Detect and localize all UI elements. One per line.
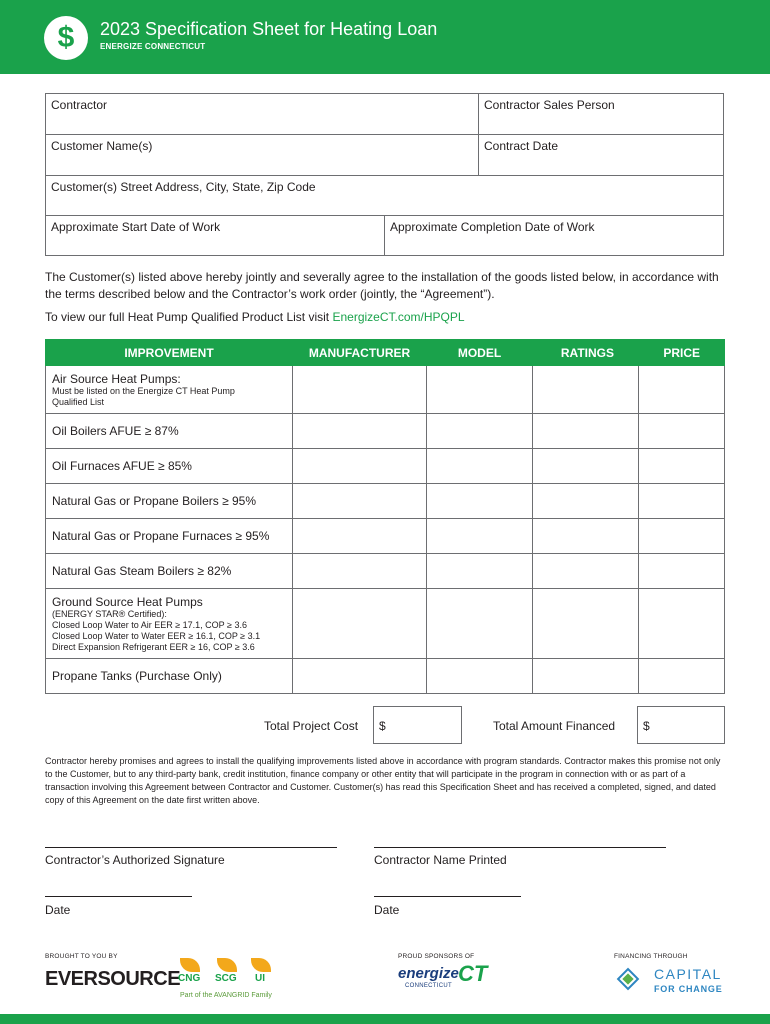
improvement-sublabel: Closed Loop Water to Air EER ≥ 17.1, COP ≥ 3.6	[52, 619, 247, 630]
date-line-left[interactable]	[45, 896, 192, 897]
sponsors-label: PROUD SPONSORS OF	[398, 953, 475, 960]
price-cell[interactable]	[639, 659, 725, 694]
energize-ct-mark: CT	[458, 961, 488, 986]
improvements-table	[45, 339, 725, 694]
table-row	[46, 449, 725, 484]
manufacturer-cell[interactable]	[293, 589, 427, 659]
model-cell[interactable]	[427, 366, 533, 414]
avangrid-label: Part of the AVANGRID Family	[180, 992, 272, 999]
qpl-link[interactable]: EnergizeCT.com/HPQPL	[332, 310, 465, 324]
improvement-label: Oil Boilers AFUE ≥ 87%	[52, 424, 179, 438]
model-cell[interactable]	[427, 414, 533, 449]
improvement-sublabel: Closed Loop Water to Water EER ≥ 16.1, COP ≥ 3.1	[52, 630, 261, 641]
header-improvement: IMPROVEMENT	[46, 340, 293, 366]
capital-logo-word: CAPITAL	[654, 966, 722, 982]
improvement-cell	[46, 519, 293, 554]
header-ratings: RATINGS	[533, 340, 639, 366]
table-row	[46, 366, 725, 414]
improvement-cell	[46, 414, 293, 449]
model-cell[interactable]	[427, 554, 533, 589]
manufacturer-cell[interactable]	[293, 484, 427, 519]
ratings-cell[interactable]	[533, 519, 639, 554]
start-date-field[interactable]: Approximate Start Date of Work	[45, 215, 385, 256]
table-row	[46, 589, 725, 659]
table-header-row	[46, 340, 725, 366]
agreement-text: The Customer(s) listed above hereby jointly and severally agree to the installation of the goods listed below, in accordance with the terms described below and the Contractor’s work order (jointly, the “Agreement”).	[45, 270, 719, 301]
dollar-icon: $	[44, 16, 88, 60]
authorized-signature-label: Contractor’s Authorized Signature	[45, 853, 225, 867]
capital-for-change-icon	[614, 965, 642, 993]
model-cell[interactable]	[427, 519, 533, 554]
price-cell[interactable]	[639, 366, 725, 414]
improvement-label: Propane Tanks (Purchase Only)	[52, 669, 222, 683]
ratings-cell[interactable]	[533, 659, 639, 694]
contractor-field[interactable]: Contractor	[45, 93, 479, 135]
header-banner	[0, 0, 770, 74]
eversource-logo: EVERSOURCE	[45, 968, 181, 990]
model-cell[interactable]	[427, 484, 533, 519]
improvement-cell	[46, 589, 293, 659]
manufacturer-cell[interactable]	[293, 519, 427, 554]
contract-date-field[interactable]: Contract Date	[478, 134, 724, 176]
total-project-cost-input[interactable]: $	[373, 706, 462, 744]
price-cell[interactable]	[639, 449, 725, 484]
price-cell[interactable]	[639, 554, 725, 589]
table-row	[46, 414, 725, 449]
manufacturer-cell[interactable]	[293, 659, 427, 694]
total-amount-financed-label: Total Amount Financed	[493, 719, 616, 733]
improvement-label: Air Source Heat Pumps:	[52, 371, 181, 386]
improvement-cell	[46, 659, 293, 694]
fine-print: Contractor hereby promises and agrees to install the qualifying improvements listed above in accordance with program standards. Contractor makes this promise not only to the Customer, but to any third-party bank, credit institution, finance company or other entity that will participate in the program in connection with or as part of a transaction involving this Agreement between Contractor and Customer. Customer(s) has read this Specification Sheet and has received a completed, signed, and dated copy of this Agreement on the date first written above.	[45, 756, 721, 805]
name-printed-line[interactable]	[374, 847, 666, 848]
page-title: 2023 Specification Sheet for Heating Loan	[100, 19, 438, 39]
table-row	[46, 554, 725, 589]
total-project-cost-label: Total Project Cost	[264, 719, 359, 733]
price-cell[interactable]	[639, 484, 725, 519]
improvement-cell	[46, 366, 293, 414]
signature-line[interactable]	[45, 847, 337, 848]
page-subtitle: ENERGIZE CONNECTICUT	[100, 42, 206, 51]
manufacturer-cell[interactable]	[293, 449, 427, 484]
capital-logo-sub: FOR CHANGE	[654, 984, 723, 994]
manufacturer-cell[interactable]	[293, 554, 427, 589]
contractor-sales-person-field[interactable]: Contractor Sales Person	[478, 93, 724, 135]
improvement-sublabel: (ENERGY STAR® Certified):	[52, 608, 167, 619]
ratings-cell[interactable]	[533, 589, 639, 659]
brought-by-label: BROUGHT TO YOU BY	[45, 953, 118, 960]
table-row	[46, 659, 725, 694]
header-price: PRICE	[639, 340, 725, 366]
table-row	[46, 484, 725, 519]
ratings-cell[interactable]	[533, 449, 639, 484]
address-field[interactable]: Customer(s) Street Address, City, State, Zip Code	[45, 175, 724, 216]
improvement-sublabel: Direct Expansion Refrigerant EER ≥ 16, COP ≥ 3.6	[52, 641, 255, 652]
date-label-left: Date	[45, 903, 71, 917]
model-cell[interactable]	[427, 659, 533, 694]
improvement-cell	[46, 449, 293, 484]
name-printed-label: Contractor Name Printed	[374, 853, 507, 867]
improvement-label: Natural Gas Steam Boilers ≥ 82%	[52, 564, 232, 578]
header-model: MODEL	[427, 340, 533, 366]
leaf-icon	[251, 958, 271, 972]
price-cell[interactable]	[639, 414, 725, 449]
header-manufacturer: MANUFACTURER	[293, 340, 427, 366]
energize-logo-word: energize	[398, 965, 459, 982]
improvement-sublabel: Qualified List	[52, 396, 105, 407]
leaf-icon	[217, 958, 237, 972]
improvement-label: Natural Gas or Propane Boilers ≥ 95%	[52, 494, 257, 508]
ratings-cell[interactable]	[533, 366, 639, 414]
customer-names-field[interactable]: Customer Name(s)	[45, 134, 479, 176]
improvement-label: Natural Gas or Propane Furnaces ≥ 95%	[52, 529, 270, 543]
manufacturer-cell[interactable]	[293, 366, 427, 414]
model-cell[interactable]	[427, 449, 533, 484]
footer-bar	[0, 1014, 770, 1024]
table-row	[46, 519, 725, 554]
manufacturer-cell[interactable]	[293, 414, 427, 449]
improvement-cell	[46, 484, 293, 519]
model-cell[interactable]	[427, 589, 533, 659]
improvement-label: Oil Furnaces AFUE ≥ 85%	[52, 459, 192, 473]
leaf-icon	[180, 958, 200, 972]
improvement-sublabel: Must be listed on the Energize CT Heat Pump	[52, 385, 235, 396]
date-line-right[interactable]	[374, 896, 521, 897]
qpl-line: To view our full Heat Pump Qualified Product List visit EnergizeCT.com/HPQPL	[45, 310, 465, 324]
date-label-right: Date	[374, 903, 400, 917]
energize-logo-sub: CONNECTICUT	[405, 983, 452, 989]
price-cell[interactable]	[639, 589, 725, 659]
total-amount-financed-input[interactable]: $	[637, 706, 725, 744]
ratings-cell[interactable]	[533, 484, 639, 519]
completion-date-field[interactable]: Approximate Completion Date of Work	[384, 215, 724, 256]
price-cell[interactable]	[639, 519, 725, 554]
ratings-cell[interactable]	[533, 414, 639, 449]
improvement-cell	[46, 554, 293, 589]
improvement-label: Ground Source Heat Pumps	[52, 594, 203, 609]
ratings-cell[interactable]	[533, 554, 639, 589]
financing-label: FINANCING THROUGH	[614, 953, 688, 960]
